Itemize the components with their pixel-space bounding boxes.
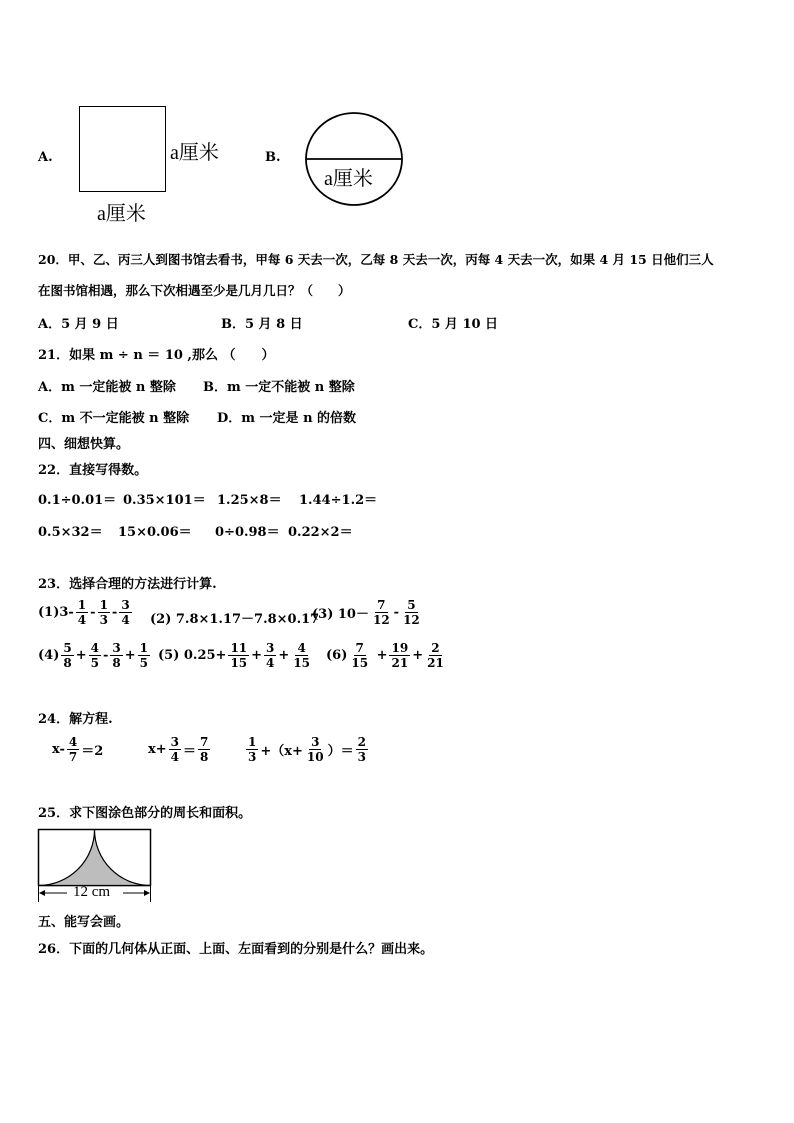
q21-option-a: A．m 一定能被 n 整除	[38, 380, 176, 395]
fraction: $\frac{3}{8}$	[112, 641, 121, 670]
fraction: $\frac{1}{3}$	[99, 598, 108, 627]
square-figure	[79, 106, 166, 192]
q24-equation-1	[52, 735, 103, 764]
fraction: $\frac{2}{21}$	[427, 641, 444, 670]
fraction: $\frac{7}{15}$	[351, 641, 369, 670]
q23-problem-2: (2) 7.8×1.17－7.8×0.17	[150, 612, 320, 627]
q20-option-a: A．5 月 9 日	[38, 317, 119, 332]
q24-eq2-left: x+	[148, 742, 167, 757]
q22-r1-item4: 1.44÷1.2＝	[299, 493, 378, 508]
q23-problem-3: (3) 10－ $\frac{7}{12}$ - $\frac{5}{12}$	[312, 598, 420, 627]
q22-stem: 22．直接写得数。	[38, 463, 148, 478]
fraction: $\frac{7}{8}$	[200, 735, 209, 764]
q24-stem: 24．解方程.	[38, 712, 113, 727]
q24-equation-3	[244, 735, 370, 764]
q23-p5-label: (5) 0.25+	[158, 648, 227, 663]
q23-p3-label: (3) 10－	[312, 607, 369, 622]
q24-eq3-close: ）＝	[327, 744, 354, 759]
q24-eq3-mid: +（x+	[260, 744, 303, 759]
fraction: $\frac{1}{4}$	[77, 598, 87, 627]
q24-eq1-right: ＝2	[81, 744, 104, 759]
fraction: $\frac{3}{4}$	[121, 598, 130, 627]
q23-problem-6: (6) $\frac{7}{15}$ + $\frac{19}{21}$ + $\frac{2}{21}$	[326, 641, 444, 670]
fraction: $\frac{7}{12}$	[372, 598, 390, 627]
q24-eq2-equals: ＝	[183, 744, 197, 759]
section-4-heading: 四、细想快算。	[38, 437, 130, 452]
q19-option-a-label: A.	[38, 150, 53, 165]
dimension-label: 12 cm	[73, 884, 111, 900]
q20-line1: 20．甲、乙、丙三人到图书馆去看书，甲每 6 天去一次，乙每 8 天去一次，丙每 4 天去一次，如果 4 月 15 日他们三人	[38, 252, 714, 267]
q20-option-b: B．5 月 8 日	[221, 317, 303, 332]
q22-r2-item2: 15×0.06＝	[118, 525, 192, 540]
square-side-label-right: a厘米	[170, 142, 219, 164]
q22-r2-item4: 0.22×2＝	[288, 525, 353, 540]
fraction: $\frac{5}{8}$	[63, 641, 72, 670]
q24-eq1-left: x-	[52, 742, 65, 757]
q23-p4-label: (4)	[38, 648, 60, 663]
fraction: $\frac{11}{15}$	[230, 641, 248, 670]
fraction: $\frac{5}{12}$	[403, 598, 420, 627]
q23-problem-4: (4) $\frac{5}{8}$ + $\frac{4}{5}$ - $\frac{3}{8}$ + $\frac{1}{5}$	[38, 641, 149, 670]
q21-option-c: C．m 不一定能被 n 整除	[38, 411, 190, 426]
circle-diameter-label: a厘米	[324, 168, 373, 190]
fraction: $\frac{2}{3}$	[357, 735, 366, 764]
circle-figure	[300, 110, 408, 208]
fraction: $\frac{4}{15}$	[293, 641, 311, 670]
fraction: $\frac{19}{21}$	[391, 641, 409, 670]
fraction: $\frac{3}{4}$	[170, 735, 180, 764]
q19-option-b-label: B.	[265, 150, 281, 165]
fraction: $\frac{4}{5}$	[90, 641, 99, 670]
q22-r2-item1: 0.5×32＝	[38, 525, 103, 540]
q23-p6-label: (6)	[326, 648, 348, 663]
q26-stem: 26．下面的几何体从正面、上面、左面看到的分别是什么？画出来。	[38, 942, 434, 957]
square-side-label-bottom: a厘米	[97, 203, 146, 225]
q25-stem: 25．求下图涂色部分的周长和面积。	[38, 806, 252, 821]
q23-stem: 23．选择合理的方法进行计算.	[38, 577, 217, 592]
q23-problem-1: (1)3- $\frac{1}{4}$ - $\frac{1}{3}$ - $\frac{3}{4}$	[38, 598, 130, 627]
q23-problem-5: (5) 0.25+ $\frac{11}{15}$ + $\frac{3}{4}$ + $\frac{4}{15}$	[158, 641, 311, 670]
q22-r1-item3: 1.25×8＝	[217, 493, 282, 508]
fraction: $\frac{3}{10}$	[306, 735, 324, 764]
q24-equation-2	[148, 735, 212, 764]
q20-option-c: C．5 月 10 日	[408, 317, 499, 332]
fraction: $\frac{1}{3}$	[248, 735, 257, 764]
q21-stem: 21．如果 m ÷ n ＝ 10 ,那么 （ ）	[38, 348, 275, 363]
q21-option-b: B．m 一定不能被 n 整除	[203, 380, 355, 395]
q21-option-d: D．m 一定是 n 的倍数	[217, 411, 357, 426]
q23-p1-label: (1)3-	[38, 605, 74, 620]
q22-r1-item2: 0.35×101＝	[123, 493, 206, 508]
q22-r1-item1: 0.1÷0.01＝	[38, 493, 117, 508]
q20-line2: 在图书馆相遇，那么下次相遇至少是几月几日？（ ）	[38, 283, 351, 298]
fraction: $\frac{3}{4}$	[266, 641, 275, 670]
fraction: $\frac{1}{5}$	[139, 641, 149, 670]
fraction: $\frac{4}{7}$	[68, 735, 78, 764]
section-5-heading: 五、能写会画。	[38, 915, 130, 930]
q22-r2-item3: 0÷0.98＝	[215, 525, 280, 540]
